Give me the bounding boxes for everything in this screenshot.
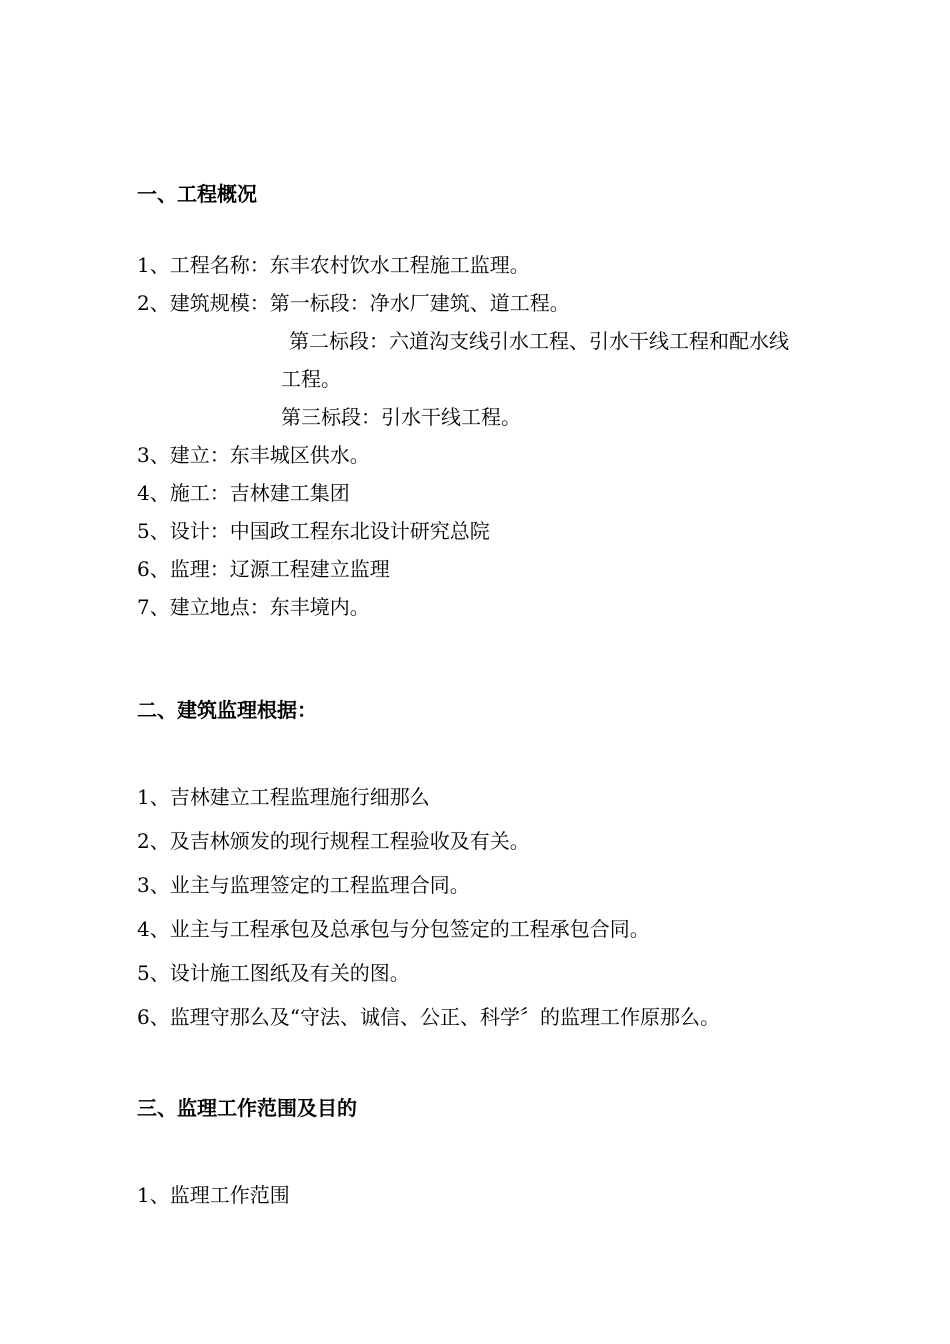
section-2-item-5: 5、设计施工图纸及有关的图。 [137,961,410,985]
section-3-item-1: 1、监理工作范围 [137,1183,290,1207]
section-1-item-2-line-3: 工程。 [281,367,341,391]
section-1-item-3: 3、建立：东丰城区供水。 [137,443,370,467]
section-2-item-3: 3、业主与监理签定的工程监理合同。 [137,873,470,897]
section-1-item-2-line-4: 第三标段：引水干线工程。 [281,405,521,429]
section-1-item-2-line-2: 第二标段：六道沟支线引水工程、引水干线工程和配水线 [289,329,789,353]
section-1-item-5: 5、设计：中国政工程东北设计研究总院 [137,519,490,543]
section-2-item-4: 4、业主与工程承包及总承包与分包签定的工程承包合同。 [137,917,650,941]
section-2-item-2: 2、及吉林颁发的现行规程工程验收及有关。 [137,829,530,853]
section-2-heading: 二、建筑监理根据： [137,698,317,722]
section-1-item-6: 6、监理：辽源工程建立监理 [137,557,390,581]
section-1-item-7: 7、建立地点：东丰境内。 [137,595,370,619]
section-1-item-2-line-1: 2、建筑规模：第一标段：净水厂建筑、道工程。 [137,291,570,315]
section-1-heading: 一、工程概况 [137,182,257,206]
section-2-item-6: 6、监理守那么及“守法、诚信、公正、科学〞的监理工作原那么。 [137,1005,720,1029]
section-3-heading: 三、监理工作范围及目的 [137,1096,357,1120]
section-1-item-4: 4、施工：吉林建工集团 [137,481,350,505]
section-2-item-1: 1、吉林建立工程监理施行细那么 [137,785,430,809]
section-1-item-1: 1、工程名称：东丰农村饮水工程施工监理。 [137,253,530,277]
